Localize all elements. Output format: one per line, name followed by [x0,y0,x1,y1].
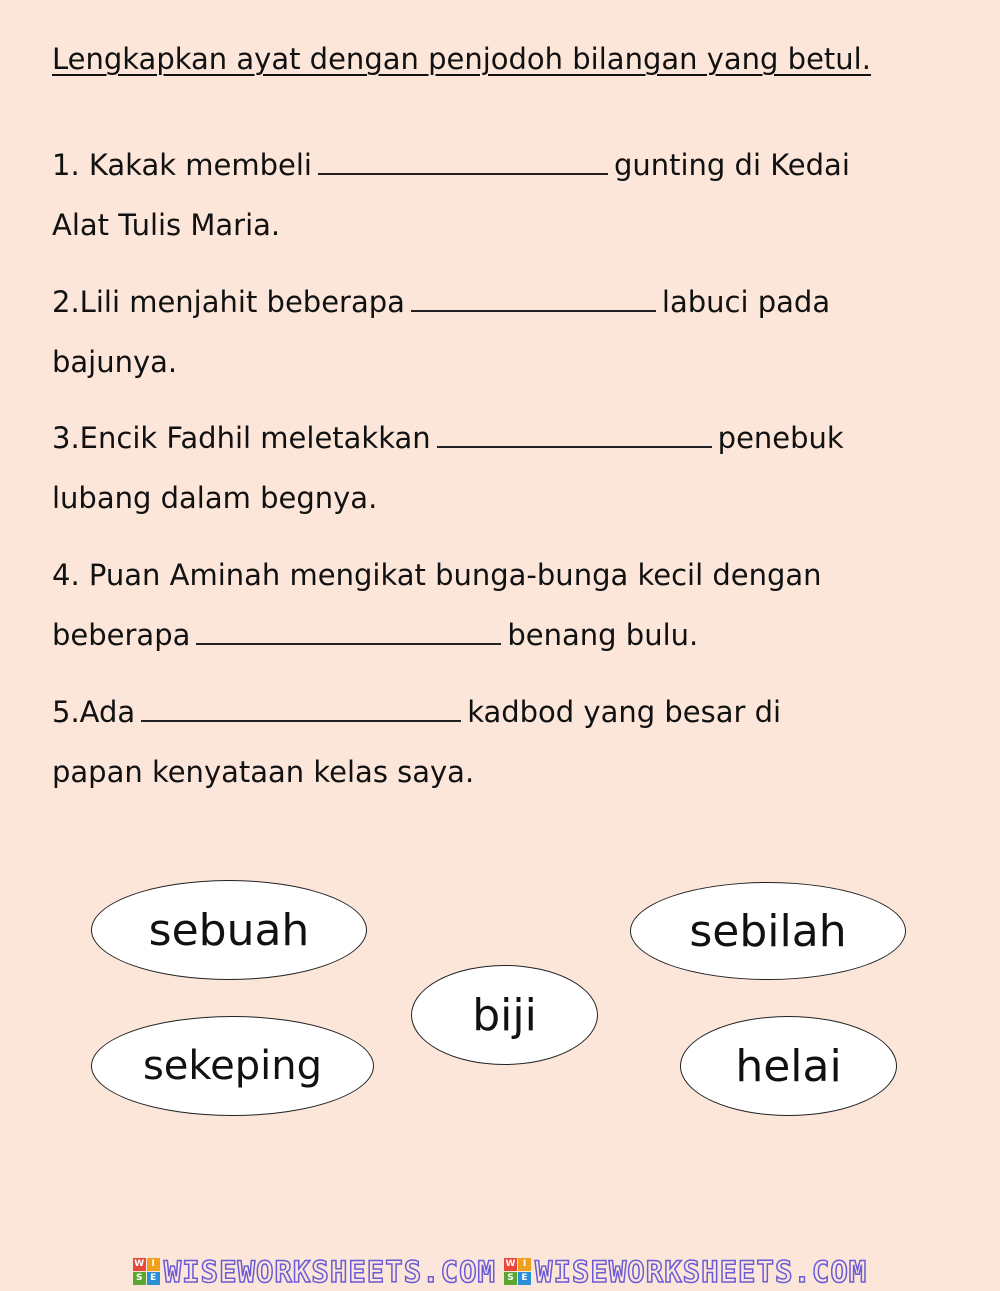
watermark-footer [0,1252,1000,1291]
question-3-text-after: penebuk [717,421,844,455]
question-1-text-after: gunting di Kedai [613,148,850,182]
question-1-text-before: 1. Kakak membeli [52,148,312,182]
question-4-line-2 [52,605,952,665]
question-4-line-2-before: beberapa [52,618,191,652]
question-2-blank[interactable] [411,278,656,312]
question-5 [52,682,952,802]
word-option-sebuah[interactable]: sebuah [91,880,367,980]
question-5-text-before: 5.Ada [52,695,136,729]
question-2-line-2: bajunya. [52,345,178,379]
logo-letter-w: W [505,1259,516,1269]
word-option-sebilah[interactable]: sebilah [630,882,906,980]
logo-letter-i: I [147,1258,160,1271]
question-1-line-2: Alat Tulis Maria. [52,208,281,242]
question-4-text-before: 4. Puan Aminah mengikat bunga-bunga kecil dengan [52,558,822,592]
watermark-text: WISEWORKSHEETS.COM [163,1254,496,1289]
question-3-blank[interactable] [437,414,712,448]
question-1-line-1 [52,135,952,195]
question-2-text-after: labuci pada [661,285,831,319]
question-4-line-1 [52,545,952,605]
question-5-text-after: kadbod yang besar di [467,695,782,729]
question-3-line-2: lubang dalam begnya. [52,481,378,515]
question-2-line-1 [52,272,952,332]
logo-letter-e: E [147,1272,160,1285]
question-5-blank[interactable] [141,688,461,722]
watermark-group-2 [504,1255,867,1289]
wiseworksheets-logo-icon [504,1258,531,1285]
question-2-text-before: 2.Lili menjahit beberapa [52,285,405,319]
question-4-blank[interactable] [196,611,501,645]
question-1 [52,135,952,255]
question-2 [52,272,952,392]
question-3 [52,408,952,528]
logo-letter-s: S [504,1272,517,1285]
logo-letter-s: S [133,1272,146,1285]
word-option-helai[interactable]: helai [680,1016,897,1116]
wiseworksheets-logo-icon [133,1258,160,1285]
question-1-blank[interactable] [318,141,608,175]
logo-letter-e: E [518,1272,531,1285]
question-5-line-1 [52,682,952,742]
watermark-text: WISEWORKSHEETS.COM [535,1254,868,1289]
instruction-heading: Lengkapkan ayat dengan penjodoh bilangan yang betul. [52,42,871,76]
word-option-sekeping[interactable]: sekeping [91,1016,374,1116]
question-3-line-1 [52,408,952,468]
logo-letter-w: W [134,1259,145,1269]
question-4 [52,545,952,665]
logo-letter-i: I [518,1258,531,1271]
question-4-line-2-after: benang bulu. [507,618,699,652]
question-3-text-before: 3.Encik Fadhil meletakkan [52,421,431,455]
word-option-biji[interactable]: biji [411,965,598,1065]
watermark-group-1 [133,1255,496,1289]
question-5-line-2: papan kenyataan kelas saya. [52,755,475,789]
